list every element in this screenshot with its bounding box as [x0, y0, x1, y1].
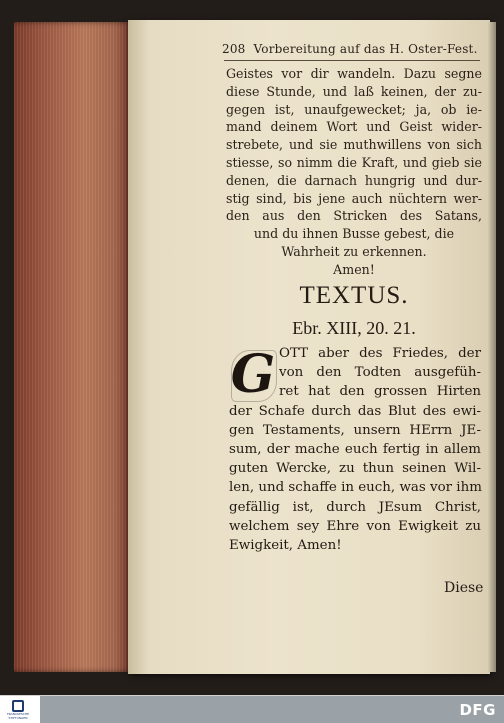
prayer-line: stiesse, so nimm die Kraft, und gieb sie	[226, 154, 482, 170]
prayer-line: gegen ist, unaufgewecket; ja, ob ie-	[226, 101, 482, 117]
library-emblem-icon	[12, 700, 24, 712]
library-logo	[4, 697, 32, 723]
catchword: Diese	[444, 580, 484, 596]
verse-line: gefällig ist, durch JEsum Christ,	[229, 499, 481, 515]
dfg-bar	[40, 696, 504, 723]
prayer-line: strebete, und sie muthwillens von sich	[226, 137, 482, 153]
page-right-edge	[488, 22, 496, 672]
dfg-logo: DFG	[459, 701, 496, 719]
verse-line: OTT aber des Friedes, der	[279, 346, 481, 361]
verse-line: gen Testaments, unsern HErrn JE-	[229, 422, 481, 438]
prayer-line: Geistes vor dir wandeln. Dazu segne	[226, 66, 482, 81]
prayer-line: stig sind, bis jene auch nüchtern wer-	[226, 190, 482, 206]
running-head-title: Vorbereitung auf das H. Oster-Fest.	[253, 42, 478, 56]
page-number: 208	[222, 42, 246, 56]
verse-text	[229, 344, 481, 555]
prayer-line: diese Stunde, und laß keinen, der zu-	[226, 83, 482, 99]
textus-heading: TEXTUS.	[299, 282, 409, 309]
book-fore-edge	[14, 22, 132, 672]
running-header	[222, 42, 484, 56]
prayer-text	[226, 65, 482, 279]
prayer-line: mand deinem Wort und Geist wider-	[226, 119, 482, 135]
prayer-line: denen, die darnach hungrig und dur-	[226, 172, 482, 188]
library-logo-text: FRANCKESCHE STIFTUNGEN	[6, 712, 30, 720]
prayer-amen: Amen!	[333, 261, 375, 277]
verse-line: der Schafe durch das Blut des ewi-	[229, 403, 481, 419]
verse-line: welchem sey Ehre von Ewigkeit zu	[229, 518, 481, 534]
verse-line: sum, der mache euch fertig in allem	[229, 442, 481, 458]
viewer-footer	[0, 695, 504, 723]
scripture-reference: Ebr. XIII, 20. 21.	[292, 318, 416, 338]
verse-line: guten Wercke, zu thun seinen Wil-	[229, 461, 481, 477]
prayer-line: den aus den Stricken des Satans,	[226, 208, 482, 224]
verse-line: von den Todten ausgefüh-	[279, 365, 481, 381]
verse-line: ret hat den grossen Hirten	[279, 384, 481, 400]
decorated-initial: G	[230, 344, 276, 405]
prayer-line: und du ihnen Busse gebest, die	[253, 226, 455, 242]
header-rule	[224, 60, 480, 61]
verse-line: len, und schaffe in euch, was vor ihm	[229, 480, 482, 496]
verse-line: Ewigkeit, Amen!	[229, 538, 342, 554]
prayer-line: Wahrheit zu erkennen.	[281, 243, 427, 259]
